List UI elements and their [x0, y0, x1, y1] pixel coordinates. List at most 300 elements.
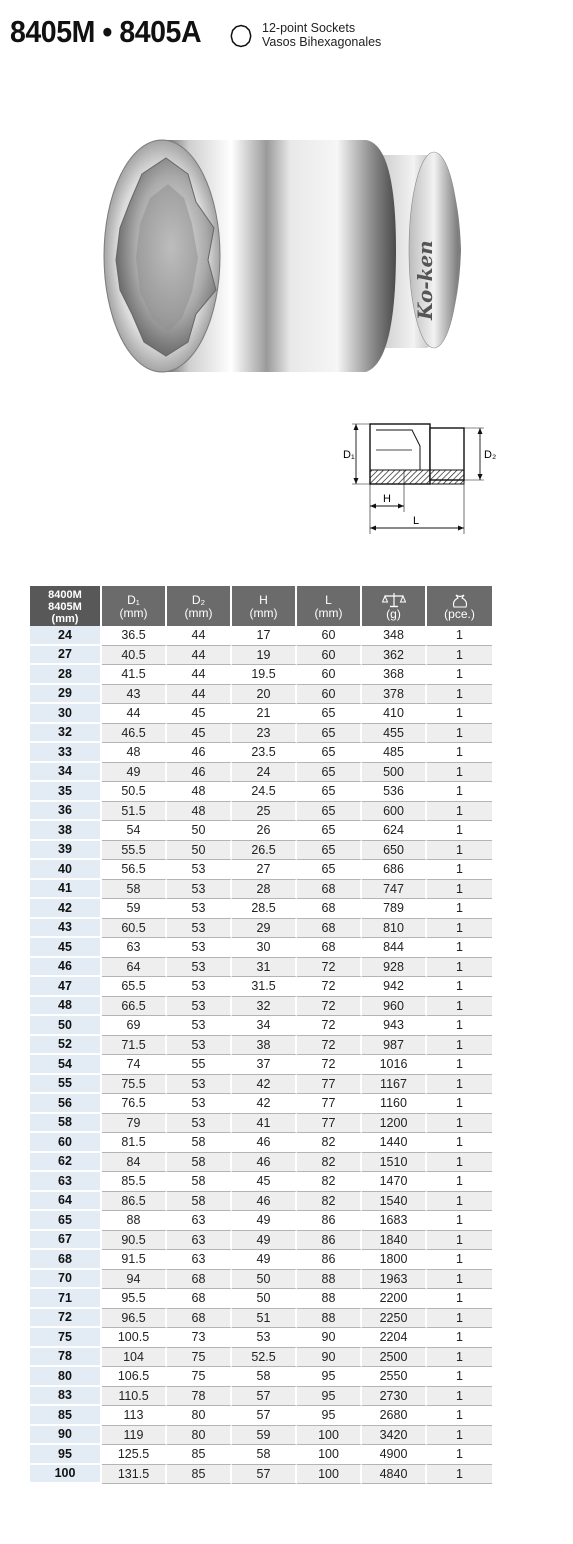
cell-d2: 46	[167, 763, 232, 783]
cell-l: 86	[297, 1211, 362, 1231]
cell-h: 45	[232, 1172, 297, 1192]
cell-d1: 119	[102, 1426, 167, 1446]
cell-l: 60	[297, 685, 362, 705]
cell-quantity: 1	[427, 1348, 492, 1368]
cell-l: 65	[297, 841, 362, 861]
cell-h: 50	[232, 1270, 297, 1290]
cell-size: 63	[30, 1172, 102, 1192]
cell-d1: 86.5	[102, 1192, 167, 1212]
cell-h: 25	[232, 802, 297, 822]
cell-h: 42	[232, 1075, 297, 1095]
cell-d2: 53	[167, 1036, 232, 1056]
cell-h: 24.5	[232, 782, 297, 802]
table-row	[30, 1172, 492, 1192]
cell-h: 52.5	[232, 1348, 297, 1368]
cell-d2: 80	[167, 1406, 232, 1426]
cell-quantity: 1	[427, 1153, 492, 1173]
cell-weight: 348	[362, 626, 427, 646]
table-row	[30, 743, 492, 763]
cell-l: 90	[297, 1328, 362, 1348]
table-row	[30, 802, 492, 822]
cell-d1: 104	[102, 1348, 167, 1368]
cell-size: 55	[30, 1075, 102, 1095]
table-row	[30, 997, 492, 1017]
l-label: L	[413, 515, 420, 527]
table-row	[30, 899, 492, 919]
cell-l: 95	[297, 1367, 362, 1387]
cell-l: 82	[297, 1153, 362, 1173]
cell-quantity: 1	[427, 743, 492, 763]
table-row	[30, 665, 492, 685]
cell-size: 52	[30, 1036, 102, 1056]
table-row	[30, 1192, 492, 1212]
cell-h: 46	[232, 1153, 297, 1173]
cell-h: 37	[232, 1055, 297, 1075]
socket-photo	[96, 100, 476, 410]
cell-quantity: 1	[427, 1465, 492, 1485]
page-header	[0, 0, 573, 70]
cell-d2: 68	[167, 1309, 232, 1329]
cell-d1: 131.5	[102, 1465, 167, 1485]
table-row	[30, 1406, 492, 1426]
cell-weight: 3420	[362, 1426, 427, 1446]
cell-d1: 58	[102, 880, 167, 900]
cell-d1: 113	[102, 1406, 167, 1426]
cell-size: 24	[30, 626, 102, 646]
cell-d2: 44	[167, 685, 232, 705]
cell-d1: 75.5	[102, 1075, 167, 1095]
cell-weight: 500	[362, 763, 427, 783]
cell-d2: 85	[167, 1445, 232, 1465]
header-quantity: (pce.)	[427, 586, 492, 626]
table-row	[30, 1270, 492, 1290]
table-row	[30, 1016, 492, 1036]
cell-l: 100	[297, 1426, 362, 1446]
cell-d1: 64	[102, 958, 167, 978]
cell-quantity: 1	[427, 1270, 492, 1290]
cell-d1: 49	[102, 763, 167, 783]
cell-l: 68	[297, 919, 362, 939]
cell-d1: 46.5	[102, 724, 167, 744]
cell-d2: 50	[167, 841, 232, 861]
cell-h: 28	[232, 880, 297, 900]
cell-size: 56	[30, 1094, 102, 1114]
cell-l: 72	[297, 997, 362, 1017]
header-d1: D₁ (mm)	[102, 586, 167, 626]
cell-d2: 48	[167, 782, 232, 802]
header-h: H (mm)	[232, 586, 297, 626]
cell-d2: 53	[167, 958, 232, 978]
cell-d1: 69	[102, 1016, 167, 1036]
h-label: H	[383, 493, 391, 505]
cell-l: 65	[297, 860, 362, 880]
brand-engraving: Ko-ken	[413, 240, 437, 320]
cell-size: 29	[30, 685, 102, 705]
cell-l: 77	[297, 1114, 362, 1134]
cell-d2: 50	[167, 821, 232, 841]
cell-weight: 810	[362, 919, 427, 939]
cell-quantity: 1	[427, 665, 492, 685]
cell-weight: 1200	[362, 1114, 427, 1134]
cell-d1: 125.5	[102, 1445, 167, 1465]
cell-h: 58	[232, 1445, 297, 1465]
cell-weight: 2730	[362, 1387, 427, 1407]
cell-weight: 624	[362, 821, 427, 841]
cell-d1: 90.5	[102, 1231, 167, 1251]
cell-l: 77	[297, 1094, 362, 1114]
cell-d2: 44	[167, 646, 232, 666]
d2-label: D₂	[484, 449, 497, 461]
table-row	[30, 841, 492, 861]
cell-weight: 600	[362, 802, 427, 822]
cell-quantity: 1	[427, 1387, 492, 1407]
cell-size: 72	[30, 1309, 102, 1329]
cell-size: 43	[30, 919, 102, 939]
cell-weight: 960	[362, 997, 427, 1017]
cell-d1: 71.5	[102, 1036, 167, 1056]
cell-h: 46	[232, 1133, 297, 1153]
cell-size: 80	[30, 1367, 102, 1387]
cell-quantity: 1	[427, 1231, 492, 1251]
header-weight: (g)	[362, 586, 427, 626]
cell-d2: 44	[167, 665, 232, 685]
cell-weight: 1540	[362, 1192, 427, 1212]
cell-h: 19	[232, 646, 297, 666]
cell-size: 60	[30, 1133, 102, 1153]
cell-d1: 106.5	[102, 1367, 167, 1387]
cell-weight: 2550	[362, 1367, 427, 1387]
cell-size: 85	[30, 1406, 102, 1426]
table-row	[30, 977, 492, 997]
cell-weight: 2200	[362, 1289, 427, 1309]
cell-h: 34	[232, 1016, 297, 1036]
cell-d1: 59	[102, 899, 167, 919]
cell-l: 100	[297, 1465, 362, 1485]
cell-d2: 68	[167, 1289, 232, 1309]
cell-size: 78	[30, 1348, 102, 1368]
cell-d1: 76.5	[102, 1094, 167, 1114]
cell-size: 65	[30, 1211, 102, 1231]
cell-quantity: 1	[427, 1114, 492, 1134]
cell-quantity: 1	[427, 899, 492, 919]
cell-quantity: 1	[427, 1075, 492, 1095]
table-row	[30, 958, 492, 978]
cell-quantity: 1	[427, 958, 492, 978]
cell-d2: 78	[167, 1387, 232, 1407]
cell-h: 23.5	[232, 743, 297, 763]
product-title: 8405M • 8405A	[10, 14, 202, 49]
cell-size: 90	[30, 1426, 102, 1446]
cell-d1: 95.5	[102, 1289, 167, 1309]
table-row	[30, 1426, 492, 1446]
table-row	[30, 1289, 492, 1309]
cell-weight: 1800	[362, 1250, 427, 1270]
cell-weight: 2204	[362, 1328, 427, 1348]
cell-quantity: 1	[427, 1328, 492, 1348]
cell-d1: 79	[102, 1114, 167, 1134]
cell-d2: 63	[167, 1231, 232, 1251]
cell-l: 88	[297, 1289, 362, 1309]
cell-quantity: 1	[427, 977, 492, 997]
cell-h: 50	[232, 1289, 297, 1309]
cell-weight: 1963	[362, 1270, 427, 1290]
cell-d1: 51.5	[102, 802, 167, 822]
subtitle-english: 12-point Sockets	[262, 21, 356, 35]
cell-d1: 81.5	[102, 1133, 167, 1153]
table-row	[30, 1114, 492, 1134]
cell-size: 45	[30, 938, 102, 958]
cell-l: 100	[297, 1445, 362, 1465]
cell-h: 57	[232, 1465, 297, 1485]
cell-h: 23	[232, 724, 297, 744]
cell-l: 72	[297, 958, 362, 978]
cell-weight: 1683	[362, 1211, 427, 1231]
cell-h: 49	[232, 1211, 297, 1231]
table-row	[30, 919, 492, 939]
cell-size: 83	[30, 1387, 102, 1407]
cell-l: 65	[297, 782, 362, 802]
cell-l: 65	[297, 724, 362, 744]
cell-size: 41	[30, 880, 102, 900]
cell-d1: 40.5	[102, 646, 167, 666]
table-row	[30, 1348, 492, 1368]
cell-d1: 54	[102, 821, 167, 841]
cell-h: 59	[232, 1426, 297, 1446]
cell-quantity: 1	[427, 1367, 492, 1387]
cell-l: 72	[297, 1016, 362, 1036]
cell-d1: 100.5	[102, 1328, 167, 1348]
scale-icon	[382, 592, 406, 608]
cell-l: 60	[297, 646, 362, 666]
cell-weight: 485	[362, 743, 427, 763]
cell-weight: 378	[362, 685, 427, 705]
cell-size: 36	[30, 802, 102, 822]
cell-l: 60	[297, 665, 362, 685]
cell-d2: 53	[167, 1094, 232, 1114]
table-row	[30, 1465, 492, 1485]
cell-d2: 46	[167, 743, 232, 763]
cell-l: 95	[297, 1387, 362, 1407]
cell-weight: 1440	[362, 1133, 427, 1153]
table-row	[30, 1133, 492, 1153]
table-row	[30, 821, 492, 841]
cell-quantity: 1	[427, 1445, 492, 1465]
cell-quantity: 1	[427, 763, 492, 783]
cell-quantity: 1	[427, 1426, 492, 1446]
cell-d2: 58	[167, 1192, 232, 1212]
spec-table	[30, 586, 492, 1484]
cell-weight: 536	[362, 782, 427, 802]
cell-quantity: 1	[427, 1094, 492, 1114]
cell-weight: 368	[362, 665, 427, 685]
table-row	[30, 1445, 492, 1465]
cell-d2: 53	[167, 860, 232, 880]
cell-d2: 58	[167, 1153, 232, 1173]
cell-d1: 85.5	[102, 1172, 167, 1192]
cell-quantity: 1	[427, 1036, 492, 1056]
cell-l: 82	[297, 1172, 362, 1192]
cell-quantity: 1	[427, 704, 492, 724]
cell-d2: 73	[167, 1328, 232, 1348]
cell-d1: 96.5	[102, 1309, 167, 1329]
cell-quantity: 1	[427, 646, 492, 666]
cell-l: 95	[297, 1406, 362, 1426]
table-body	[30, 626, 492, 1484]
cell-d1: 110.5	[102, 1387, 167, 1407]
cell-d2: 68	[167, 1270, 232, 1290]
cell-l: 86	[297, 1250, 362, 1270]
cell-size: 27	[30, 646, 102, 666]
cell-d1: 56.5	[102, 860, 167, 880]
cell-quantity: 1	[427, 626, 492, 646]
cell-size: 54	[30, 1055, 102, 1075]
cell-size: 47	[30, 977, 102, 997]
cell-l: 86	[297, 1231, 362, 1251]
cell-size: 40	[30, 860, 102, 880]
cell-weight: 1510	[362, 1153, 427, 1173]
table-row	[30, 646, 492, 666]
cell-h: 31.5	[232, 977, 297, 997]
cell-d2: 63	[167, 1211, 232, 1231]
cell-size: 62	[30, 1153, 102, 1173]
cell-h: 28.5	[232, 899, 297, 919]
cell-quantity: 1	[427, 938, 492, 958]
cell-weight: 844	[362, 938, 427, 958]
cell-weight: 362	[362, 646, 427, 666]
cell-quantity: 1	[427, 1192, 492, 1212]
table-row	[30, 626, 492, 646]
cell-size: 64	[30, 1192, 102, 1212]
cell-size: 32	[30, 724, 102, 744]
cell-quantity: 1	[427, 997, 492, 1017]
cell-d2: 53	[167, 899, 232, 919]
cell-h: 53	[232, 1328, 297, 1348]
cell-d1: 55.5	[102, 841, 167, 861]
cell-size: 95	[30, 1445, 102, 1465]
cell-h: 46	[232, 1192, 297, 1212]
cell-h: 42	[232, 1094, 297, 1114]
cell-quantity: 1	[427, 1055, 492, 1075]
cell-l: 68	[297, 899, 362, 919]
cell-weight: 942	[362, 977, 427, 997]
cell-quantity: 1	[427, 919, 492, 939]
cell-weight: 747	[362, 880, 427, 900]
header-size: 8400M 8405M (mm)	[30, 586, 102, 626]
cell-d1: 94	[102, 1270, 167, 1290]
cell-size: 33	[30, 743, 102, 763]
cell-d1: 74	[102, 1055, 167, 1075]
cell-weight: 928	[362, 958, 427, 978]
cell-h: 51	[232, 1309, 297, 1329]
cell-h: 38	[232, 1036, 297, 1056]
cell-d2: 45	[167, 704, 232, 724]
cell-weight: 943	[362, 1016, 427, 1036]
cell-size: 38	[30, 821, 102, 841]
cell-weight: 1840	[362, 1231, 427, 1251]
cell-size: 58	[30, 1114, 102, 1134]
table-row	[30, 724, 492, 744]
cell-weight: 2680	[362, 1406, 427, 1426]
cell-d1: 60.5	[102, 919, 167, 939]
cell-weight: 987	[362, 1036, 427, 1056]
product-subtitle	[262, 21, 381, 49]
cell-d1: 48	[102, 743, 167, 763]
cell-d2: 75	[167, 1348, 232, 1368]
header-l: L (mm)	[297, 586, 362, 626]
cell-l: 65	[297, 763, 362, 783]
cell-quantity: 1	[427, 860, 492, 880]
cell-d1: 91.5	[102, 1250, 167, 1270]
cell-h: 32	[232, 997, 297, 1017]
cell-l: 68	[297, 938, 362, 958]
cell-d2: 53	[167, 880, 232, 900]
table-row	[30, 1055, 492, 1075]
cell-weight: 686	[362, 860, 427, 880]
cell-size: 39	[30, 841, 102, 861]
cell-l: 65	[297, 821, 362, 841]
cell-h: 41	[232, 1114, 297, 1134]
cell-d1: 65.5	[102, 977, 167, 997]
table-row	[30, 782, 492, 802]
cell-size: 28	[30, 665, 102, 685]
cell-d2: 53	[167, 919, 232, 939]
cell-l: 65	[297, 704, 362, 724]
table-row	[30, 880, 492, 900]
cell-quantity: 1	[427, 821, 492, 841]
cell-d2: 53	[167, 1114, 232, 1134]
cell-l: 88	[297, 1309, 362, 1329]
cell-size: 48	[30, 997, 102, 1017]
cell-quantity: 1	[427, 724, 492, 744]
cell-l: 65	[297, 743, 362, 763]
cell-d2: 58	[167, 1133, 232, 1153]
cell-h: 17	[232, 626, 297, 646]
table-row	[30, 704, 492, 724]
cell-size: 70	[30, 1270, 102, 1290]
table-header-row	[30, 586, 492, 626]
cell-weight: 789	[362, 899, 427, 919]
d1-label: D₁	[343, 449, 355, 461]
cell-weight: 1470	[362, 1172, 427, 1192]
cell-weight: 410	[362, 704, 427, 724]
table-row	[30, 1231, 492, 1251]
bag-icon	[450, 592, 470, 608]
table-row	[30, 860, 492, 880]
cell-d1: 43	[102, 685, 167, 705]
dodecagon-icon	[229, 24, 253, 48]
cell-size: 75	[30, 1328, 102, 1348]
cell-d2: 48	[167, 802, 232, 822]
cell-size: 30	[30, 704, 102, 724]
cell-d1: 36.5	[102, 626, 167, 646]
table-row	[30, 1094, 492, 1114]
cell-quantity: 1	[427, 1309, 492, 1329]
table-row	[30, 938, 492, 958]
cell-h: 21	[232, 704, 297, 724]
cell-d2: 53	[167, 977, 232, 997]
cell-d1: 41.5	[102, 665, 167, 685]
table-row	[30, 1309, 492, 1329]
cell-h: 24	[232, 763, 297, 783]
cell-d2: 44	[167, 626, 232, 646]
table-row	[30, 763, 492, 783]
cell-quantity: 1	[427, 841, 492, 861]
cell-h: 30	[232, 938, 297, 958]
cell-d2: 58	[167, 1172, 232, 1192]
cell-weight: 1160	[362, 1094, 427, 1114]
cell-size: 50	[30, 1016, 102, 1036]
cell-d2: 80	[167, 1426, 232, 1446]
